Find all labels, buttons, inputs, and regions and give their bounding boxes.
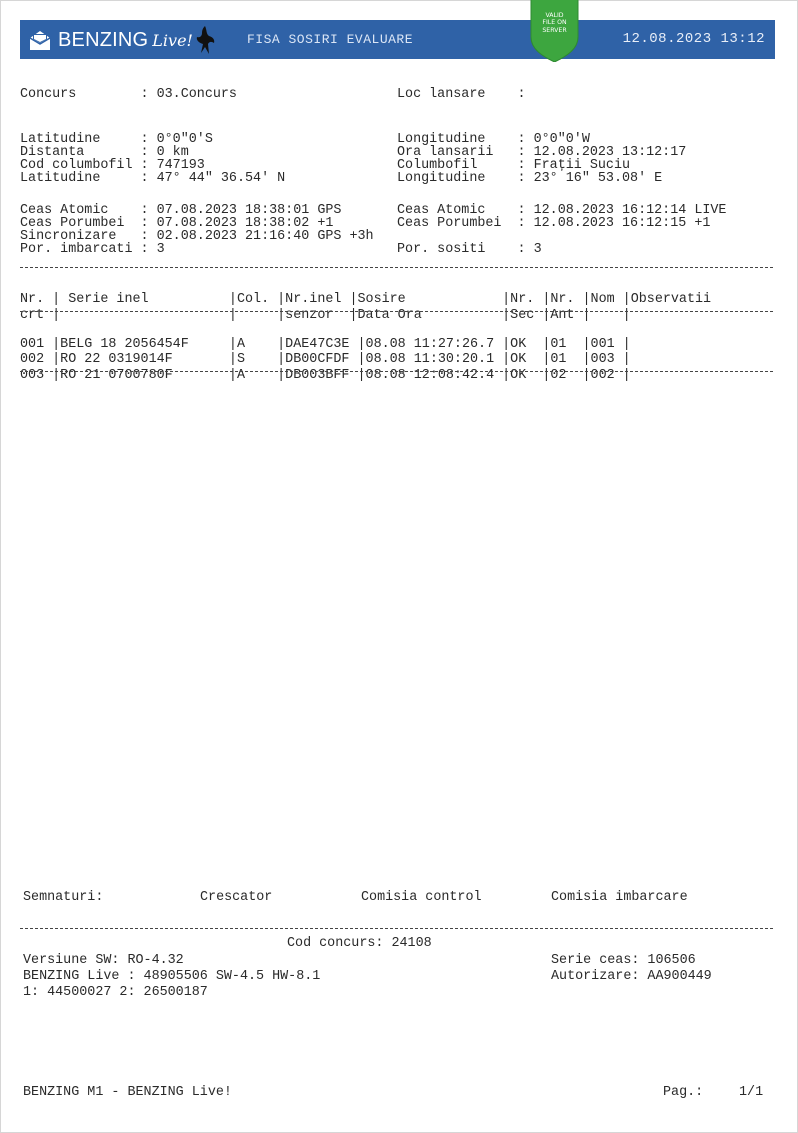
table-row: 001 |BELG 18 2056454F |A |DAE47C3E |08.08 11:27:26.7 |OK |01 |001 | xyxy=(20,336,631,352)
race-code: Cod concurs: 24108 xyxy=(287,936,432,951)
device-info: BENZING Live : 48905506 SW-4.5 HW-8.1 xyxy=(23,969,321,984)
coordinates-right-block xyxy=(397,120,686,198)
badge-line-1: VALID xyxy=(545,12,564,19)
page-number: 1/1 xyxy=(739,1085,764,1100)
table-bottom-divider xyxy=(20,371,773,372)
pigeon-logo-icon xyxy=(194,25,216,55)
badge-line-2: FILE ON xyxy=(542,19,567,27)
software-version: Versiune SW: RO-4.32 xyxy=(23,953,184,968)
valid-file-badge-text xyxy=(527,12,582,34)
table-row: 003 |RO 21 0700780F |A |DB003BFF |08.08 12:08:42.4 |OK |02 |002 | xyxy=(20,367,631,383)
benzing-logo xyxy=(28,24,216,56)
signature-control-committee: Comisia control xyxy=(361,890,482,905)
loc-lansare-line: Loc lansare : xyxy=(397,87,526,102)
footer-right-info xyxy=(551,937,712,1001)
info-line: Cod columbofil : 747193 xyxy=(20,158,205,173)
coordinates-left-block xyxy=(20,120,285,198)
info-line: Sincronizare : 02.08.2023 21:16:40 GPS +3h xyxy=(20,229,374,244)
antenna-info: 1: 44500027 2: 26500187 xyxy=(23,985,208,1000)
signature-boarding-committee: Comisia imbarcare xyxy=(551,890,688,905)
info-line: Ceas Atomic : 07.08.2023 18:38:01 GPS xyxy=(20,203,342,218)
info-line: Ceas Porumbei : 07.08.2023 18:38:02 +1 xyxy=(20,216,334,231)
envelope-logo-icon xyxy=(28,30,52,51)
concurs-line: Concurs : 03.Concurs xyxy=(20,87,237,102)
info-line: Latitudine : 0°0"0'S xyxy=(20,132,213,147)
info-line: Por. sositi : 3 xyxy=(397,242,542,257)
footer-left-info xyxy=(23,937,320,1017)
logo-text: BENZING xyxy=(58,28,149,51)
table-row: 002 |RO 22 0319014F |S |DB00CFDF |08.08 11:30:20.1 |OK |01 |003 | xyxy=(20,352,631,367)
product-footer: BENZING M1 - BENZING Live! xyxy=(23,1085,232,1100)
signature-breeder: Crescator xyxy=(200,890,273,905)
info-line: Por. imbarcati : 3 xyxy=(20,242,165,257)
table-top-divider xyxy=(20,267,773,268)
table-header-divider xyxy=(20,311,773,312)
authorization-code: Autorizare: AA900449 xyxy=(551,969,712,984)
info-line: Ora lansarii : 12.08.2023 13:12:17 xyxy=(397,145,687,160)
table-header-line: Nr. | Serie inel |Col. |Nr.inel |Sosire |Nr. |Nr. |Nom |Observatii xyxy=(20,292,712,307)
footer-divider xyxy=(20,928,773,929)
table-body xyxy=(20,321,631,399)
signatures-label: Semnaturi: xyxy=(23,890,104,905)
report-title: FISA SOSIRI EVALUARE xyxy=(247,32,414,47)
info-line: Distanta : 0 km xyxy=(20,145,189,160)
info-line: Longitudine : 0°0"0'W xyxy=(397,132,590,147)
info-line: Columbofil : Frații Suciu xyxy=(397,158,631,173)
info-line: Longitudine : 23° 16" 53.08' E xyxy=(397,171,663,186)
info-line: Latitudine : 47° 44" 36.54' N xyxy=(20,171,286,186)
clock-serial: Serie ceas: 106506 xyxy=(551,953,696,968)
info-line: Ceas Porumbei : 12.08.2023 16:12:15 +1 xyxy=(397,216,711,231)
badge-line-3: SERVER xyxy=(542,26,567,34)
info-line: Ceas Atomic : 12.08.2023 16:12:14 LIVE xyxy=(397,203,727,218)
table-header-line: crt | | |senzor |Data Ora |Sec |Ant | | xyxy=(20,308,631,323)
report-header xyxy=(20,20,775,59)
clocks-left-block xyxy=(20,191,374,269)
report-datetime: 12.08.2023 13:12 xyxy=(622,31,765,47)
clocks-right-block xyxy=(397,191,726,269)
logo-live-text: Live! xyxy=(152,30,193,50)
page-label: Pag.: xyxy=(663,1085,704,1100)
